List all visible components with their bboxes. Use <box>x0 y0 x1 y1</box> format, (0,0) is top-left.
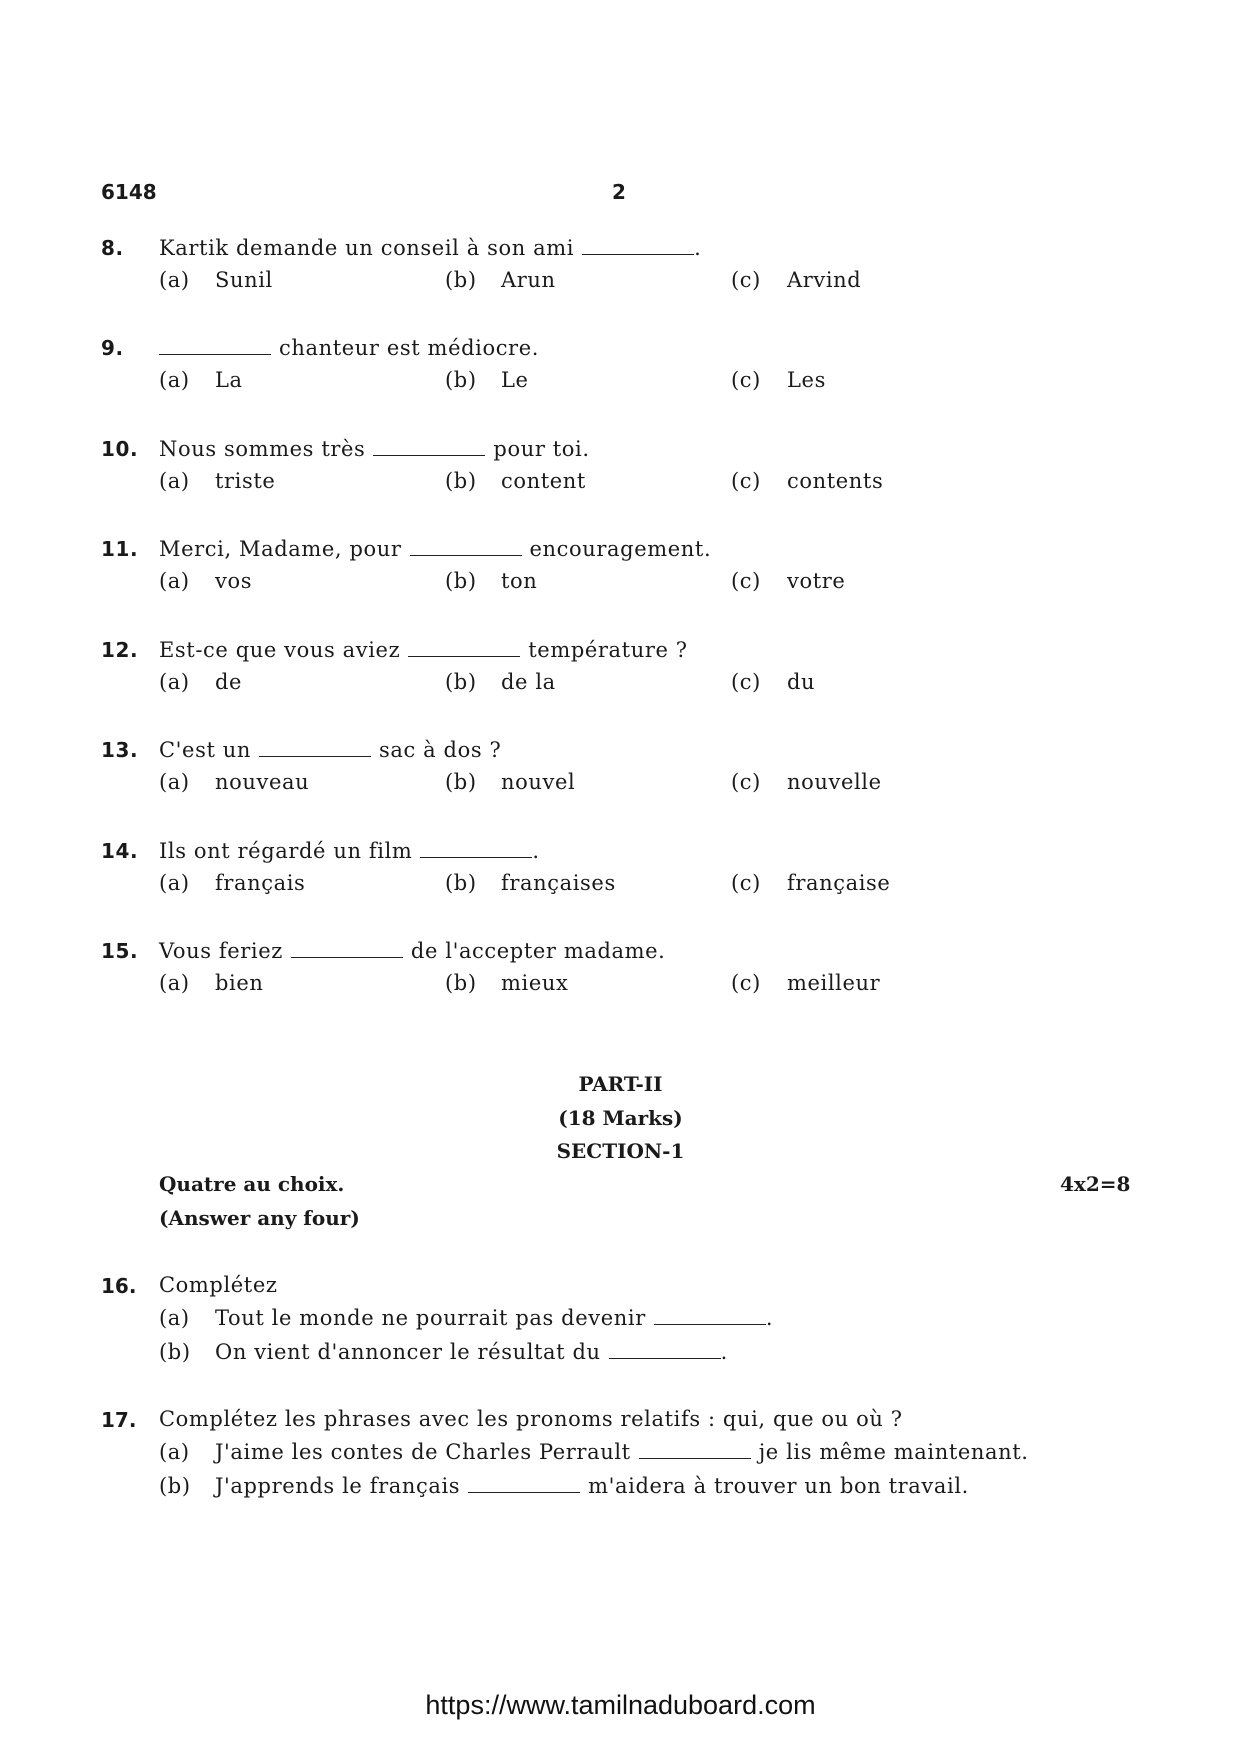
question-number: 14. <box>101 839 139 863</box>
option-b: (b) ton <box>445 569 538 593</box>
section-title: SECTION-1 <box>556 1139 685 1163</box>
question-stem: chanteur est médiocre. <box>159 336 539 360</box>
answer-blank <box>654 1306 766 1325</box>
question-stem: Nous sommes très pour toi. <box>159 437 590 461</box>
option-b: (b) nouvel <box>445 770 576 794</box>
question-number: 16. <box>101 1274 137 1298</box>
question-11 <box>101 537 1141 607</box>
option-b: (b) mieux <box>445 971 569 995</box>
answer-blank <box>420 839 532 858</box>
answer-blank <box>468 1474 580 1493</box>
question-16-part-a: (a) Tout le monde ne pourrait pas devenir . <box>159 1306 774 1330</box>
part-marks: (18 Marks) <box>558 1106 683 1130</box>
question-stem: Vous feriez de l'accepter madame. <box>159 939 666 963</box>
option-a: (a) vos <box>159 569 253 593</box>
question-stem: Kartik demande un conseil à son ami . <box>159 236 702 260</box>
option-c: (c) meilleur <box>731 971 881 995</box>
question-number: 8. <box>101 236 124 260</box>
option-a: (a) français <box>159 871 306 895</box>
question-number: 15. <box>101 939 139 963</box>
answer-blank <box>410 537 522 556</box>
question-number: 13. <box>101 738 139 762</box>
question-13 <box>101 738 1141 808</box>
option-c: (c) du <box>731 670 816 694</box>
question-number: 17. <box>101 1408 137 1432</box>
answer-blank <box>582 236 694 255</box>
question-stem: Ils ont régardé un film . <box>159 839 540 863</box>
question-number: 9. <box>101 336 124 360</box>
question-17-part-b: (b) J'apprends le français m'aidera à trouver un bon travail. <box>159 1474 969 1498</box>
option-b: (b) content <box>445 469 586 493</box>
answer-blank <box>259 738 371 757</box>
section-score: 4x2=8 <box>1060 1172 1131 1196</box>
page-number: 2 <box>612 180 626 204</box>
option-b: (b) de la <box>445 670 556 694</box>
option-b: (b) Arun <box>445 268 556 292</box>
answer-blank <box>159 336 271 355</box>
question-stem: Est-ce que vous aviez température ? <box>159 638 688 662</box>
question-16-stem: Complétez <box>159 1273 278 1297</box>
option-c: (c) Les <box>731 368 826 392</box>
option-a: (a) La <box>159 368 243 392</box>
option-a: (a) de <box>159 670 243 694</box>
answer-blank <box>373 437 485 456</box>
question-number: 12. <box>101 638 139 662</box>
option-b: (b) Le <box>445 368 529 392</box>
question-17-part-a: (a) J'aime les contes de Charles Perrault je lis même maintenant. <box>159 1440 1029 1464</box>
answer-blank <box>408 638 520 657</box>
option-c: (c) française <box>731 871 891 895</box>
question-8 <box>101 236 1141 306</box>
question-stem: Merci, Madame, pour encouragement. <box>159 537 712 561</box>
option-c: (c) votre <box>731 569 846 593</box>
answer-blank <box>639 1440 751 1459</box>
part-title: PART-II <box>578 1072 663 1096</box>
option-a: (a) Sunil <box>159 268 273 292</box>
option-b: (b) françaises <box>445 871 616 895</box>
question-number: 11. <box>101 537 139 561</box>
answer-blank <box>291 939 403 958</box>
question-number: 10. <box>101 437 139 461</box>
footer-url[interactable]: https://www.tamilnaduboard.com <box>425 1690 816 1720</box>
section-instruction: Quatre au choix. <box>159 1172 345 1196</box>
option-c: (c) Arvind <box>731 268 862 292</box>
option-a: (a) bien <box>159 971 264 995</box>
option-a: (a) nouveau <box>159 770 310 794</box>
question-12 <box>101 638 1141 708</box>
question-14 <box>101 839 1141 909</box>
option-a: (a) triste <box>159 469 276 493</box>
question-16-part-b: (b) On vient d'annoncer le résultat du . <box>159 1340 728 1364</box>
question-10 <box>101 437 1141 507</box>
question-17-stem: Complétez les phrases avec les pronoms relatifs : qui, que ou où ? <box>159 1407 903 1431</box>
question-15 <box>101 939 1141 1009</box>
section-instruction-english: (Answer any four) <box>159 1206 360 1230</box>
question-9 <box>101 336 1141 406</box>
option-c: (c) contents <box>731 469 884 493</box>
answer-blank <box>609 1340 721 1359</box>
question-stem: C'est un sac à dos ? <box>159 738 502 762</box>
option-c: (c) nouvelle <box>731 770 882 794</box>
paper-code: 6148 <box>101 180 157 204</box>
